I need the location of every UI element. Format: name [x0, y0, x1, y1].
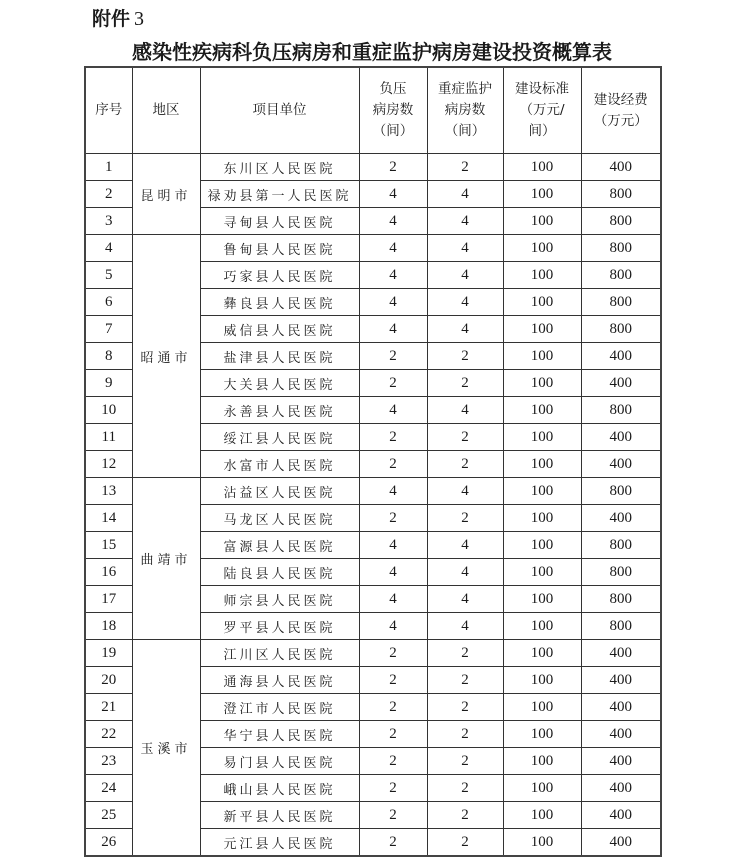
cell-serial-no: 12: [85, 451, 132, 478]
cell-project-unit: 寻甸县人民医院: [200, 208, 359, 235]
cell-icu-rooms: 4: [427, 613, 503, 640]
cell-negative-pressure-rooms: 4: [359, 181, 427, 208]
cell-icu-rooms: 2: [427, 775, 503, 802]
table-header-row: [85, 67, 661, 154]
header-construction-standard: [503, 67, 581, 154]
cell-construction-standard: 100: [503, 208, 581, 235]
cell-serial-no: 17: [85, 586, 132, 613]
cell-region: 曲靖市: [132, 478, 200, 640]
cell-construction-standard: 100: [503, 505, 581, 532]
cell-construction-budget: 400: [581, 775, 661, 802]
header-line: 项目单位: [252, 102, 307, 118]
cell-icu-rooms: 4: [427, 235, 503, 262]
document-title: 感染性疾病科负压病房和重症监护病房建设投资概算表: [132, 40, 612, 64]
cell-negative-pressure-rooms: 4: [359, 559, 427, 586]
table-row: [85, 640, 661, 667]
cell-serial-no: 11: [85, 424, 132, 451]
cell-region: 昭通市: [132, 235, 200, 478]
cell-construction-standard: 100: [503, 694, 581, 721]
cell-construction-budget: 400: [581, 721, 661, 748]
cell-icu-rooms: 4: [427, 289, 503, 316]
cell-icu-rooms: 4: [427, 316, 503, 343]
cell-construction-standard: 100: [503, 775, 581, 802]
cell-construction-budget: 800: [581, 208, 661, 235]
cell-construction-standard: 100: [503, 532, 581, 559]
cell-project-unit: 盐津县人民医院: [200, 343, 359, 370]
cell-construction-standard: 100: [503, 316, 581, 343]
cell-negative-pressure-rooms: 2: [359, 721, 427, 748]
cell-construction-standard: 100: [503, 424, 581, 451]
cell-construction-budget: 800: [581, 397, 661, 424]
cell-project-unit: 威信县人民医院: [200, 316, 359, 343]
cell-serial-no: 22: [85, 721, 132, 748]
cell-construction-budget: 800: [581, 316, 661, 343]
cell-icu-rooms: 4: [427, 586, 503, 613]
cell-construction-budget: 800: [581, 262, 661, 289]
cell-construction-budget: 400: [581, 640, 661, 667]
attachment-label-text: 附件: [92, 8, 131, 30]
cell-negative-pressure-rooms: 4: [359, 397, 427, 424]
cell-project-unit: 绥江县人民医院: [200, 424, 359, 451]
cell-construction-budget: 800: [581, 586, 661, 613]
cell-icu-rooms: 2: [427, 748, 503, 775]
cell-serial-no: 19: [85, 640, 132, 667]
cell-serial-no: 13: [85, 478, 132, 505]
cell-construction-standard: 100: [503, 181, 581, 208]
cell-project-unit: 永善县人民医院: [200, 397, 359, 424]
cell-construction-standard: 100: [503, 748, 581, 775]
cell-serial-no: 18: [85, 613, 132, 640]
cell-negative-pressure-rooms: 4: [359, 316, 427, 343]
cell-construction-standard: 100: [503, 721, 581, 748]
cell-project-unit: 江川区人民医院: [200, 640, 359, 667]
cell-serial-no: 20: [85, 667, 132, 694]
cell-construction-standard: 100: [503, 397, 581, 424]
cell-construction-standard: 100: [503, 640, 581, 667]
header-construction-budget: [581, 67, 661, 154]
header-negative-pressure-rooms: [359, 67, 427, 154]
cell-project-unit: 水富市人民医院: [200, 451, 359, 478]
cell-icu-rooms: 2: [427, 667, 503, 694]
cell-icu-rooms: 2: [427, 802, 503, 829]
header-serial-no: [85, 67, 132, 154]
attachment-number: 3: [134, 8, 145, 30]
cell-serial-no: 26: [85, 829, 132, 857]
cell-serial-no: 14: [85, 505, 132, 532]
cell-negative-pressure-rooms: 2: [359, 802, 427, 829]
cell-serial-no: 24: [85, 775, 132, 802]
cell-construction-budget: 400: [581, 424, 661, 451]
cell-region: 玉溪市: [132, 640, 200, 857]
cell-icu-rooms: 2: [427, 694, 503, 721]
cell-negative-pressure-rooms: 2: [359, 640, 427, 667]
cell-construction-budget: 800: [581, 478, 661, 505]
table-body: [85, 154, 661, 857]
cell-construction-standard: 100: [503, 262, 581, 289]
cell-project-unit: 峨山县人民医院: [200, 775, 359, 802]
cell-construction-standard: 100: [503, 586, 581, 613]
table-row: [85, 478, 661, 505]
cell-project-unit: 通海县人民医院: [200, 667, 359, 694]
cell-negative-pressure-rooms: 2: [359, 667, 427, 694]
cell-project-unit: 彝良县人民医院: [200, 289, 359, 316]
cell-construction-budget: 400: [581, 370, 661, 397]
cell-project-unit: 沾益区人民医院: [200, 478, 359, 505]
cell-negative-pressure-rooms: 4: [359, 586, 427, 613]
cell-project-unit: 师宗县人民医院: [200, 586, 359, 613]
cell-negative-pressure-rooms: 2: [359, 154, 427, 181]
header-line: 重症监护: [438, 81, 492, 97]
cell-serial-no: 8: [85, 343, 132, 370]
cell-serial-no: 6: [85, 289, 132, 316]
cell-negative-pressure-rooms: 2: [359, 829, 427, 857]
cell-construction-standard: 100: [503, 613, 581, 640]
cell-negative-pressure-rooms: 2: [359, 424, 427, 451]
cell-icu-rooms: 2: [427, 451, 503, 478]
cell-construction-budget: 400: [581, 154, 661, 181]
cell-serial-no: 3: [85, 208, 132, 235]
table-row: [85, 154, 661, 181]
header-line: （万元）: [593, 112, 648, 129]
header-line: （万元/: [519, 102, 565, 118]
cell-serial-no: 10: [85, 397, 132, 424]
cell-construction-budget: 400: [581, 505, 661, 532]
cell-icu-rooms: 2: [427, 640, 503, 667]
header-line: （间）: [372, 123, 414, 139]
cell-serial-no: 9: [85, 370, 132, 397]
cell-icu-rooms: 2: [427, 424, 503, 451]
cell-construction-budget: 800: [581, 532, 661, 559]
cell-construction-budget: 400: [581, 667, 661, 694]
cell-icu-rooms: 4: [427, 181, 503, 208]
cell-negative-pressure-rooms: 4: [359, 613, 427, 640]
cell-project-unit: 大关县人民医院: [200, 370, 359, 397]
cell-serial-no: 4: [85, 235, 132, 262]
cell-project-unit: 陆良县人民医院: [200, 559, 359, 586]
cell-negative-pressure-rooms: 2: [359, 505, 427, 532]
cell-construction-budget: 400: [581, 694, 661, 721]
cell-negative-pressure-rooms: 4: [359, 235, 427, 262]
cell-icu-rooms: 2: [427, 154, 503, 181]
investment-estimate-table: [84, 66, 662, 857]
cell-serial-no: 7: [85, 316, 132, 343]
cell-construction-budget: 800: [581, 289, 661, 316]
header-project-unit: [200, 67, 359, 154]
cell-construction-budget: 400: [581, 829, 661, 857]
cell-region: 昆明市: [132, 154, 200, 235]
cell-construction-standard: 100: [503, 802, 581, 829]
cell-project-unit: 禄劝县第一人民医院: [200, 181, 359, 208]
header-line: 地区: [152, 102, 180, 118]
header-line: 病房数: [444, 102, 486, 118]
cell-project-unit: 新平县人民医院: [200, 802, 359, 829]
cell-icu-rooms: 2: [427, 343, 503, 370]
cell-construction-budget: 800: [581, 559, 661, 586]
cell-negative-pressure-rooms: 4: [359, 262, 427, 289]
cell-negative-pressure-rooms: 4: [359, 208, 427, 235]
cell-construction-budget: 400: [581, 802, 661, 829]
cell-negative-pressure-rooms: 2: [359, 343, 427, 370]
cell-serial-no: 2: [85, 181, 132, 208]
cell-icu-rooms: 2: [427, 721, 503, 748]
cell-icu-rooms: 2: [427, 829, 503, 857]
cell-construction-standard: 100: [503, 154, 581, 181]
cell-project-unit: 元江县人民医院: [200, 829, 359, 857]
cell-negative-pressure-rooms: 4: [359, 532, 427, 559]
cell-construction-standard: 100: [503, 451, 581, 478]
cell-construction-budget: 800: [581, 181, 661, 208]
cell-construction-standard: 100: [503, 289, 581, 316]
cell-negative-pressure-rooms: 4: [359, 478, 427, 505]
cell-negative-pressure-rooms: 2: [359, 748, 427, 775]
cell-serial-no: 23: [85, 748, 132, 775]
cell-construction-budget: 800: [581, 613, 661, 640]
cell-project-unit: 罗平县人民医院: [200, 613, 359, 640]
cell-construction-budget: 800: [581, 235, 661, 262]
cell-negative-pressure-rooms: 2: [359, 775, 427, 802]
cell-project-unit: 巧家县人民医院: [200, 262, 359, 289]
header-line: 建设经费: [593, 91, 648, 108]
cell-construction-standard: 100: [503, 478, 581, 505]
header-line: （间）: [444, 123, 486, 139]
header-icu-rooms: [427, 67, 503, 154]
header-line: 病房数: [372, 102, 414, 118]
cell-construction-budget: 400: [581, 748, 661, 775]
cell-icu-rooms: 4: [427, 478, 503, 505]
cell-negative-pressure-rooms: 2: [359, 370, 427, 397]
cell-project-unit: 鲁甸县人民医院: [200, 235, 359, 262]
cell-negative-pressure-rooms: 2: [359, 694, 427, 721]
cell-construction-budget: 400: [581, 343, 661, 370]
cell-construction-budget: 400: [581, 451, 661, 478]
cell-icu-rooms: 4: [427, 397, 503, 424]
cell-construction-standard: 100: [503, 235, 581, 262]
cell-serial-no: 5: [85, 262, 132, 289]
header-line: 负压: [379, 81, 407, 97]
table-row: [85, 235, 661, 262]
cell-serial-no: 1: [85, 154, 132, 181]
cell-project-unit: 东川区人民医院: [200, 154, 359, 181]
cell-icu-rooms: 2: [427, 505, 503, 532]
cell-construction-standard: 100: [503, 343, 581, 370]
cell-project-unit: 马龙区人民医院: [200, 505, 359, 532]
header-region: [132, 67, 200, 154]
cell-construction-standard: 100: [503, 667, 581, 694]
header-line: 建设标准: [515, 81, 569, 97]
cell-negative-pressure-rooms: 2: [359, 451, 427, 478]
cell-construction-standard: 100: [503, 559, 581, 586]
cell-serial-no: 16: [85, 559, 132, 586]
cell-icu-rooms: 4: [427, 532, 503, 559]
header-line: 间）: [528, 123, 556, 139]
cell-negative-pressure-rooms: 4: [359, 289, 427, 316]
cell-icu-rooms: 4: [427, 208, 503, 235]
cell-project-unit: 易门县人民医院: [200, 748, 359, 775]
cell-icu-rooms: 4: [427, 262, 503, 289]
header-line: 序号: [95, 102, 123, 118]
cell-icu-rooms: 4: [427, 559, 503, 586]
cell-project-unit: 富源县人民医院: [200, 532, 359, 559]
cell-project-unit: 华宁县人民医院: [200, 721, 359, 748]
cell-icu-rooms: 2: [427, 370, 503, 397]
cell-construction-standard: 100: [503, 370, 581, 397]
cell-serial-no: 25: [85, 802, 132, 829]
cell-serial-no: 15: [85, 532, 132, 559]
attachment-label: [92, 4, 144, 31]
cell-project-unit: 澄江市人民医院: [200, 694, 359, 721]
cell-serial-no: 21: [85, 694, 132, 721]
cell-construction-standard: 100: [503, 829, 581, 857]
